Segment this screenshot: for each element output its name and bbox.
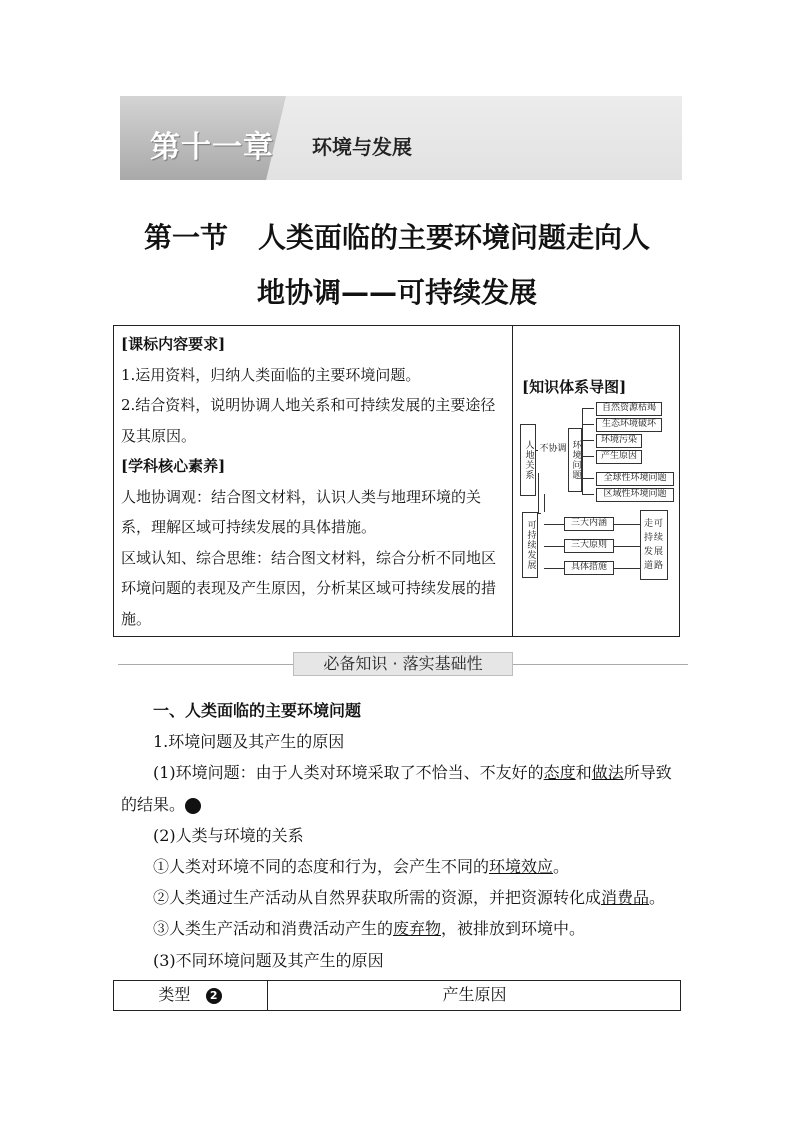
underlined-term: 态度	[543, 763, 576, 783]
section-title-line1: 人类面临的主要环境问题走向人	[258, 221, 651, 254]
mindmap-connector	[582, 456, 594, 457]
literacy-head: [学科核心素养]	[121, 457, 226, 475]
mindmap-connector	[582, 440, 594, 441]
mindmap-connector	[544, 524, 564, 525]
underlined-term: 做法	[591, 763, 624, 783]
mindmap-problem-item: 自然资源枯竭	[596, 402, 662, 416]
knowledge-mindmap	[518, 400, 678, 590]
mindmap-problem-item: 全球性环境问题	[596, 472, 674, 486]
mindmap-problem-item: 环境污染	[596, 434, 642, 448]
requirements-divider	[512, 325, 513, 637]
table-header-type	[113, 982, 267, 1005]
paragraph	[121, 851, 681, 882]
mindmap-connector	[614, 546, 640, 547]
header-text: 类型	[158, 985, 191, 1004]
mindmap-connector	[582, 408, 594, 409]
requirements-text	[121, 329, 507, 634]
literacy-item: 区域认知、综合思维：结合图文材料，综合分析不同地区环境问题的表现及产生原因，分析某区域可持续发展的措施。	[121, 548, 497, 628]
mindmap-connector	[582, 408, 583, 494]
text: 。	[553, 857, 570, 877]
text: 和	[575, 763, 592, 783]
curriculum-item: 1.运用资料，归纳人类面临的主要环境问题。	[121, 365, 421, 384]
text: ③人类生产活动和消费活动产生的	[153, 919, 394, 939]
text: (1)环境问题：由于人类对环境采取了不恰当、不友好的	[153, 763, 544, 783]
section-title-line2: 地协调——可持续发展	[256, 276, 537, 309]
mindmap-problem-item: 生态环境破坏	[596, 418, 662, 432]
chapter-title: 环境与发展	[312, 135, 412, 159]
mindmap-root: 人地关系	[520, 424, 536, 496]
section-title	[100, 216, 694, 256]
underlined-term: 消费品	[601, 888, 650, 908]
note-marker: 2	[206, 988, 222, 1004]
mindmap-connector	[582, 424, 594, 425]
paragraph	[121, 882, 681, 913]
mindmap-connector	[614, 524, 640, 525]
heading-2: 1.环境问题及其产生的原因	[153, 732, 345, 752]
mindmap-connector	[544, 546, 564, 547]
mindmap-road: 走可持续发展道路	[640, 510, 668, 580]
mindmap-problem-item: 区域性环境问题	[596, 488, 674, 502]
mindmap-problem: 环境问题	[568, 428, 582, 492]
divider-line	[513, 664, 688, 665]
mindmap-head: [知识体系导图]	[522, 378, 627, 396]
mindmap-connector	[544, 568, 564, 569]
curriculum-item: 2.结合资料，说明协调人地关系和可持续发展的主要途径及其原因。	[121, 396, 496, 445]
body-text	[121, 695, 681, 976]
mindmap-sustain-item: 具体措施	[564, 561, 614, 575]
text: ②人类通过生产活动从自然界获取所需的资源，并把资源转化成	[153, 888, 602, 908]
mindmap-connector	[544, 494, 545, 512]
mindmap-mismatch: 不协调	[538, 444, 568, 457]
paragraph	[121, 757, 681, 819]
paragraph: (3)不同环境问题及其产生的原因	[153, 950, 384, 970]
mindmap-connector	[582, 478, 594, 479]
divider-line	[118, 664, 293, 665]
mindmap-sustain-item: 三大原则	[564, 539, 614, 553]
table-header-cause: 产生原因	[442, 985, 507, 1004]
text: 。	[649, 888, 666, 908]
curriculum-head: [课标内容要求]	[121, 335, 226, 353]
text: ①人类对环境不同的态度和行为，会产生不同的	[153, 857, 490, 877]
text: 所导致的结果。	[121, 763, 672, 814]
mindmap-connector	[582, 494, 594, 495]
section-divider	[118, 650, 688, 680]
note-marker: 1	[185, 798, 201, 814]
mindmap-connector	[614, 568, 640, 569]
mindmap-problem-item: 产生原因	[596, 450, 642, 464]
literacy-item: 人地协调观：结合图文材料，认识人类与地理环境的关系，理解区域可持续发展的具体措施。	[121, 487, 482, 536]
section-label: 第一节	[143, 221, 228, 254]
mindmap-connector	[538, 513, 541, 514]
underlined-term: 废弃物	[393, 919, 442, 939]
underlined-term: 环境效应	[489, 857, 554, 877]
text: ，被排放到环境中。	[441, 919, 586, 939]
chapter-number: 第十一章	[150, 130, 274, 165]
mindmap-connector	[538, 473, 539, 513]
paragraph	[121, 913, 681, 944]
mindmap-sustain: 可持续发展	[522, 512, 538, 578]
heading-1: 一、人类面临的主要环境问题	[153, 701, 362, 720]
divider-label: 必备知识 · 落实基础性	[293, 652, 513, 676]
paragraph: (2)人类与环境的关系	[153, 825, 304, 845]
mindmap-sustain-item: 三大内涵	[564, 517, 614, 531]
